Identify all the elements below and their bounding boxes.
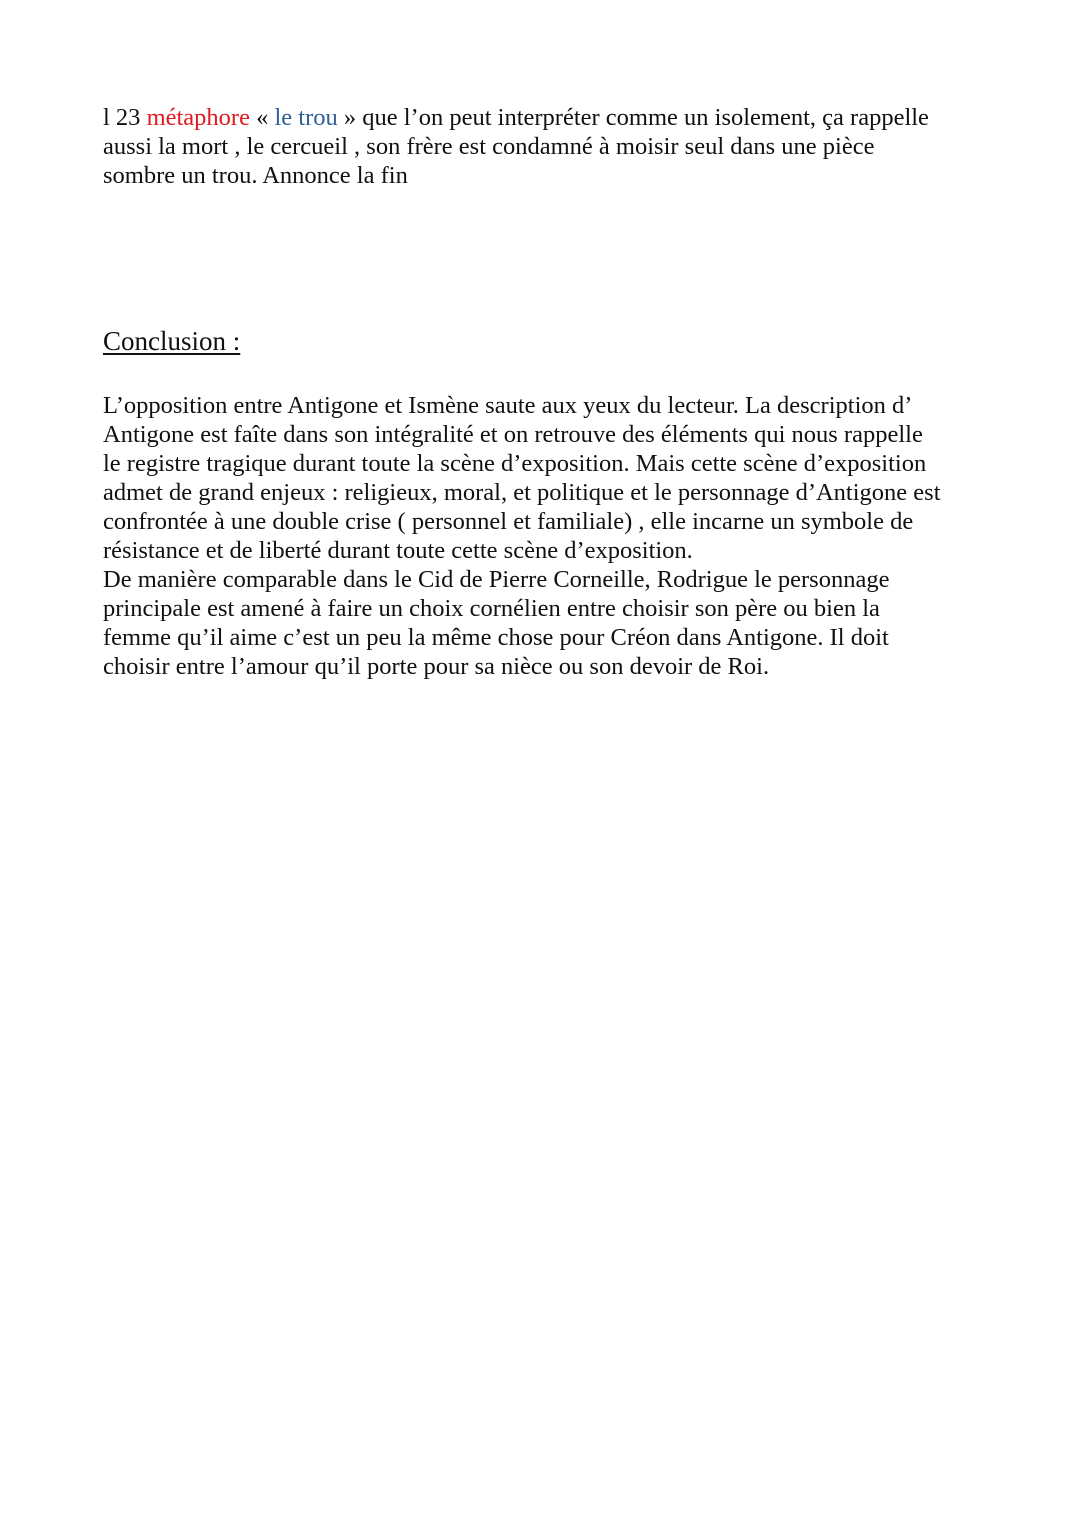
conclusion-line: Antigone est faîte dans son intégralité et on retrouve des éléments qui nous rappelle (103, 421, 923, 448)
conclusion-line: femme qu’il aime c’est un peu la même chose pour Créon dans Antigone. Il doit (103, 624, 889, 651)
conclusion-line: résistance et de liberté durant toute cette scène d’exposition. (103, 537, 693, 564)
conclusion-line: L’opposition entre Antigone et Ismène saute aux yeux du lecteur. La description d’ (103, 392, 913, 419)
conclusion-line: De manière comparable dans le Cid de Pierre Corneille, Rodrigue le personnage (103, 566, 890, 593)
line-reference: l 23 (103, 104, 147, 131)
conclusion-heading: Conclusion : (103, 326, 241, 356)
analysis-paragraph (103, 103, 1003, 190)
conclusion-line: confrontée à une double crise ( personnel et familiale) , elle incarne un symbole de (103, 508, 914, 535)
conclusion-line: choisir entre l’amour qu’il porte pour sa nièce ou son devoir de Roi. (103, 653, 770, 680)
conclusion-line: principale est amené à faire un choix cornélien entre choisir son père ou bien la (103, 595, 880, 622)
conclusion-line: le registre tragique durant toute la scène d’exposition. Mais cette scène d’exposition (103, 450, 927, 477)
analysis-line-1 (103, 103, 1003, 132)
analysis-line-3: sombre un trou. Annonce la fin (103, 162, 408, 189)
open-quote: « (249, 104, 275, 131)
conclusion-paragraph (103, 391, 1003, 681)
figure-of-speech: métaphore (146, 104, 250, 131)
analysis-line-2: aussi la mort , le cercueil , son frère est condamné à moisir seul dans une pièce (103, 133, 875, 160)
analysis-line-1-rest: » que l’on peut interpréter comme un isolement, ça rappelle (337, 104, 929, 131)
conclusion-line: admet de grand enjeux : religieux, moral, et politique et le personnage d’Antigone est (103, 479, 941, 506)
quoted-text: le trou (274, 104, 338, 131)
